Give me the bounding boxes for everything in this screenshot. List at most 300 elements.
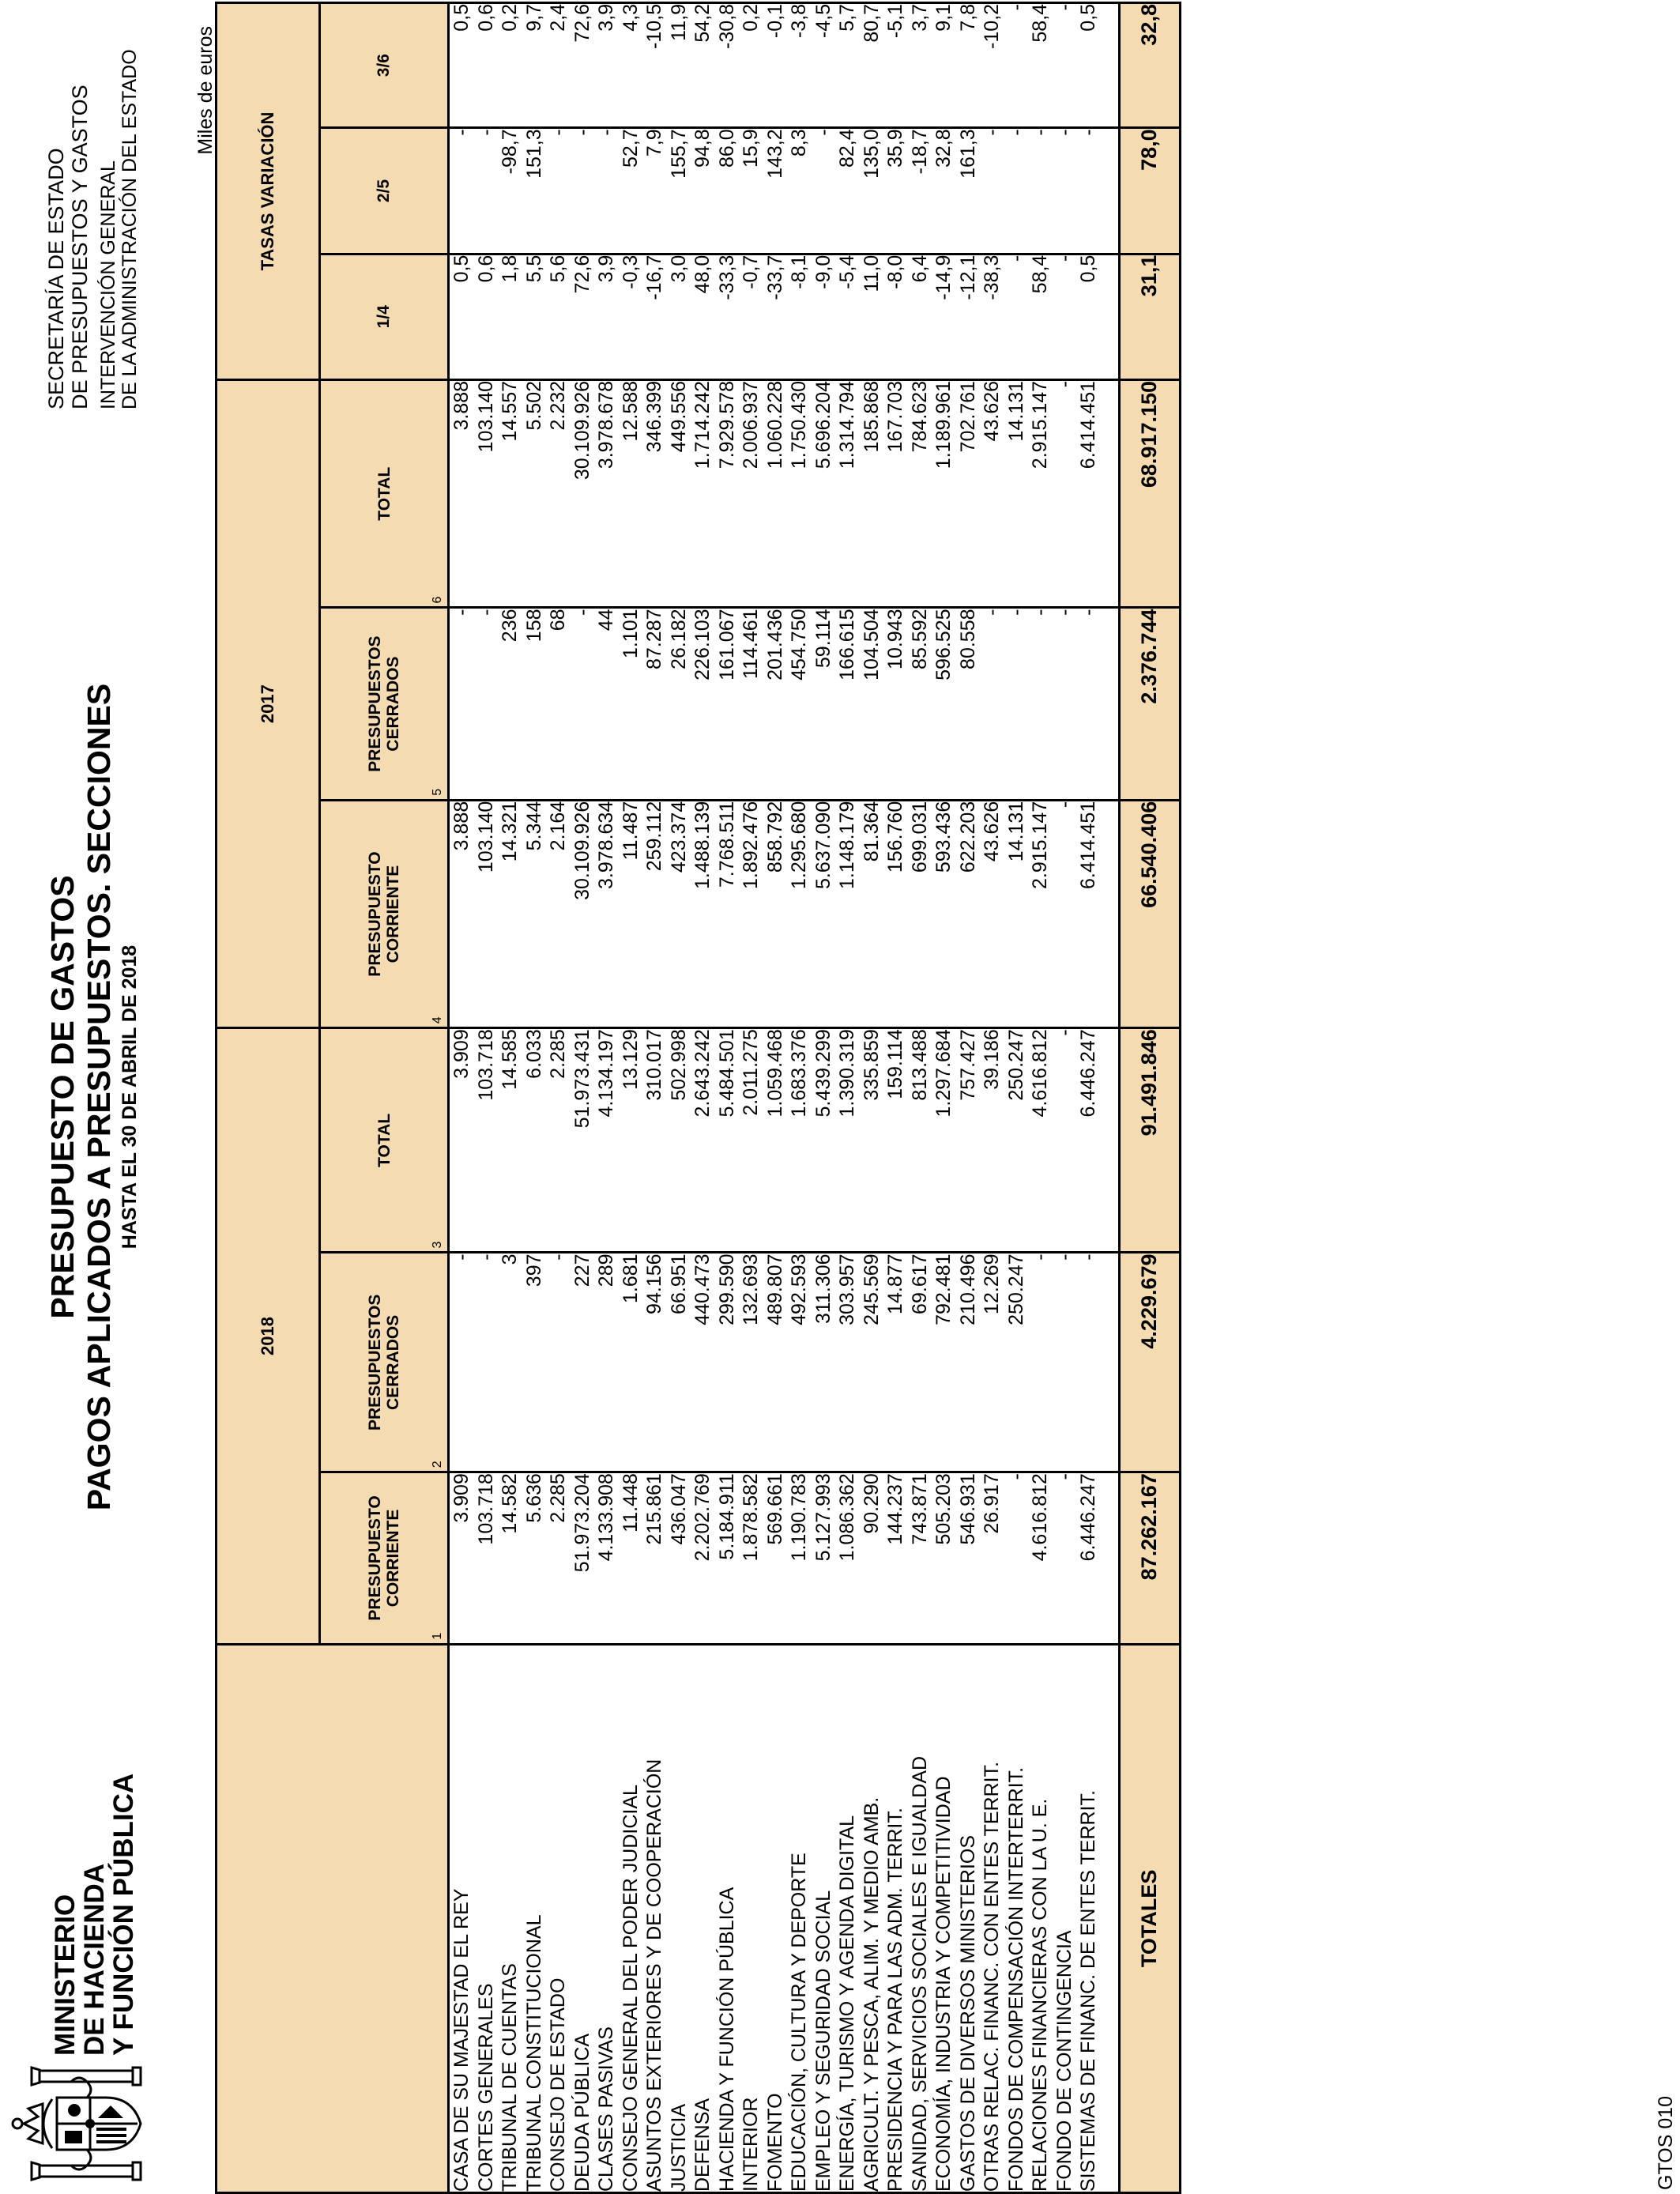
table-cell: 3.888 <box>450 801 473 851</box>
table-cell: 9,1 <box>932 4 955 32</box>
table-cell: 2.164 <box>547 801 569 851</box>
table-cell: -18,7 <box>908 129 931 175</box>
table-cell: - <box>1077 129 1099 136</box>
table-cell: -5,1 <box>884 4 906 39</box>
table-cell: 11,9 <box>667 4 690 41</box>
table-cell: 593.436 <box>932 801 955 873</box>
table-cell: 2.285 <box>547 1473 569 1523</box>
table-cell: 3,9 <box>595 254 617 283</box>
table-cell: 622.203 <box>956 801 979 873</box>
section-label: FOMENTO <box>763 2093 786 2192</box>
table-cell: - <box>1053 380 1075 388</box>
table-cell: 26.917 <box>981 1473 1003 1534</box>
table-cell: 250.247 <box>1004 1253 1027 1325</box>
ministry-line-3: Y FUNCIÓN PÚBLICA <box>108 1773 139 2056</box>
section-label: ENERGÍA, TURISMO Y AGENDA DIGITAL <box>836 1815 858 2192</box>
table-cell: 5.344 <box>522 801 545 851</box>
totals-value-3: 91.491.846 <box>1119 1028 1180 1253</box>
table-cell: 1.101 <box>619 609 642 659</box>
table-cell: 103.140 <box>474 801 497 873</box>
table-cell: 245.569 <box>860 1253 883 1325</box>
table-cell: 12.269 <box>981 1253 1003 1314</box>
column-number: 4 <box>431 1016 444 1024</box>
header-col-label: PRESUPUESTOS <box>366 1294 384 1431</box>
table-cell: 14.321 <box>499 801 521 862</box>
value-column-3 <box>449 1028 1120 1253</box>
table-cell: -0,7 <box>740 254 762 289</box>
table-cell: 86,0 <box>715 129 738 168</box>
section-label: HACIENDA Y FUNCIÓN PÚBLICA <box>715 1887 738 2192</box>
ministry-line-1: MINISTERIO <box>50 1894 81 2056</box>
table-cell: 449.556 <box>667 380 690 453</box>
table-cell: 0,5 <box>450 4 473 32</box>
table-cell: 3,9 <box>595 4 617 32</box>
table-cell: - <box>1077 1253 1099 1261</box>
totals-value-6: 68.917.150 <box>1119 379 1180 608</box>
table-cell: 436.047 <box>667 1473 690 1545</box>
section-label: CORTES GENERALES <box>474 1983 497 2192</box>
table-cell: - <box>1053 609 1075 616</box>
intervencion-line-2: DE LA ADMINISTRACIÓN DEL ESTADO <box>119 49 141 409</box>
section-label: CLASES PASIVAS <box>595 2026 617 2192</box>
table-cell: 303.957 <box>836 1253 858 1325</box>
header-col-label: PRESUPUESTO <box>366 1495 384 1621</box>
table-cell: 39.186 <box>981 1029 1003 1090</box>
header-col-label: CORRIENTE <box>384 865 402 963</box>
secretaria-block <box>44 49 141 409</box>
section-label: CONSEJO DE ESTADO <box>547 1977 569 2192</box>
table-cell: 103.718 <box>474 1029 497 1101</box>
section-label: ASUNTOS EXTERIORES Y DE COOPERACIÓN <box>643 1759 665 2192</box>
table-cell: 1.295.680 <box>788 801 810 889</box>
table-cell: 14.131 <box>1004 801 1027 862</box>
table-cell: 215.861 <box>643 1473 665 1545</box>
table-cell: - <box>1004 129 1027 136</box>
table-cell: 492.593 <box>788 1253 810 1325</box>
table-cell: 87.287 <box>643 609 665 669</box>
table-cell: - <box>1029 609 1051 616</box>
table-cell: 7.929.578 <box>715 380 738 469</box>
column-number: 5 <box>431 788 444 796</box>
table-cell: 9,7 <box>522 4 545 32</box>
column-number: 6 <box>431 596 444 604</box>
table-cell: 0,2 <box>740 4 762 32</box>
table-cell: 1.190.783 <box>788 1473 810 1562</box>
table-cell: 5.636 <box>522 1473 545 1523</box>
table-cell: 51.973.204 <box>571 1473 593 1573</box>
header-col-4 <box>320 800 449 1028</box>
table-cell: 94,8 <box>691 129 714 168</box>
table-cell: 743.871 <box>908 1473 931 1545</box>
page-subtitle: PAGOS APLICADOS A PRESUPUESTOS. SECCIONES <box>81 683 117 1511</box>
table-cell: 1.059.468 <box>763 1029 786 1118</box>
table-cell: 289 <box>595 1253 617 1287</box>
table-cell: 1.314.794 <box>836 380 858 469</box>
section-label: SANIDAD, SERVICIOS SOCIALES E IGUALDAD <box>908 1755 931 2192</box>
table-cell: 5,5 <box>522 254 545 283</box>
table-cell: 1.148.179 <box>836 801 858 889</box>
table-cell: - <box>812 129 834 136</box>
table-cell: - <box>547 129 569 136</box>
value-column-6 <box>449 379 1120 608</box>
table-cell: 30.109.926 <box>571 801 593 900</box>
table-cell: 14.131 <box>1004 380 1027 442</box>
section-label: AGRICULT. Y PESCA, ALIM. Y MEDIO AMB. <box>860 1796 883 2192</box>
table-cell: -8,1 <box>788 254 810 289</box>
table-cell: 11.448 <box>619 1473 642 1532</box>
section-label: TRIBUNAL CONSTITUCIONAL <box>522 1914 545 2192</box>
section-label: CASA DE SU MAJESTAD EL REY <box>450 1888 473 2192</box>
document-code: GTOS 010 <box>1655 2095 1677 2190</box>
table-cell: 3.978.634 <box>595 801 617 889</box>
table-cell: 1.683.376 <box>788 1029 810 1118</box>
table-cell: 792.481 <box>932 1253 955 1325</box>
table-cell: 4.133.908 <box>595 1473 617 1562</box>
table-cell: 4.616.812 <box>1029 1029 1051 1118</box>
table-cell: 3.909 <box>450 1473 473 1523</box>
table-cell: 546.931 <box>956 1473 979 1545</box>
table-cell: - <box>1004 254 1027 262</box>
table-cell: 103.140 <box>474 380 497 453</box>
table-cell: 5.439.299 <box>812 1029 834 1118</box>
section-label: RELACIONES FINANCIERAS CON LA U. E. <box>1029 1798 1051 2192</box>
table-cell: 14.585 <box>499 1029 521 1090</box>
table-cell: 1.488.139 <box>691 801 714 889</box>
table-cell: 5.127.993 <box>812 1473 834 1562</box>
table-cell: 80.558 <box>956 609 979 669</box>
table-cell: 299.590 <box>715 1253 738 1325</box>
table-cell: 2,4 <box>547 4 569 32</box>
table-cell: 151,3 <box>522 129 545 179</box>
table-cell: - <box>474 1253 497 1261</box>
table-cell: 3.888 <box>450 380 473 431</box>
table-cell: 201.436 <box>763 609 786 680</box>
table-cell: 1.714.242 <box>691 380 714 469</box>
table-cell: 702.761 <box>956 380 979 453</box>
totals-value-8: 78,0 <box>1119 128 1180 254</box>
header-corner <box>217 1644 449 2192</box>
table-cell: 72,6 <box>571 254 593 294</box>
column-number: 1 <box>431 1632 444 1640</box>
column-number: 3 <box>431 1241 444 1249</box>
table-cell: 14.557 <box>499 380 521 442</box>
table-cell: - <box>1053 254 1075 262</box>
table-cell: - <box>450 1253 473 1261</box>
table-cell: 7,8 <box>956 4 979 32</box>
table-cell: 3,0 <box>667 254 690 283</box>
table-cell: -14,9 <box>932 254 955 300</box>
header-col-3 <box>320 1028 449 1253</box>
section-label: TRIBUNAL DE CUENTAS <box>499 1963 521 2192</box>
table-cell: - <box>1004 4 1027 11</box>
table-cell: 5.484.501 <box>715 1029 738 1118</box>
table-cell: 14.877 <box>884 1253 906 1314</box>
table-cell: 52,7 <box>619 129 642 168</box>
table-cell: 104.504 <box>860 609 883 680</box>
table-cell: 103.718 <box>474 1473 497 1545</box>
value-column-5 <box>449 608 1120 800</box>
section-label: CONSEJO GENERAL DEL PODER JUDICIAL <box>619 1785 642 2192</box>
totals-value-9: 32,8 <box>1119 3 1180 128</box>
table-cell: 7,9 <box>643 129 665 157</box>
table-cell: 161.067 <box>715 609 738 680</box>
section-label: JUSTICIA <box>667 2103 690 2192</box>
table-cell: 69.617 <box>908 1253 931 1314</box>
table-cell: 1.086.362 <box>836 1473 858 1562</box>
table-cell: 58,4 <box>1029 254 1051 294</box>
value-column-1 <box>449 1472 1120 1644</box>
table-cell: 167.703 <box>884 380 906 453</box>
section-label: FONDO DE CONTINGENCIA <box>1053 1930 1075 2192</box>
table-body-row <box>449 3 1120 2193</box>
value-column-9 <box>449 3 1120 128</box>
table-cell: 226.103 <box>691 609 714 680</box>
table-cell: 44 <box>595 609 617 631</box>
table-cell: 784.623 <box>908 380 931 453</box>
table-cell: 5,7 <box>836 4 858 32</box>
table-cell: -33,7 <box>763 254 786 300</box>
section-labels <box>449 1644 1120 2192</box>
table-cell: -33,3 <box>715 254 738 300</box>
table-cell: 185.868 <box>860 380 883 453</box>
table-cell: - <box>1053 1029 1075 1036</box>
table-cell: 68 <box>547 609 569 631</box>
table-cell: -38,3 <box>981 254 1003 300</box>
table-cell: 2.202.769 <box>691 1473 714 1562</box>
table-cell: 4,3 <box>619 4 642 32</box>
column-number: 2 <box>431 1461 444 1468</box>
table-cell: - <box>981 609 1003 616</box>
table-cell: 5.502 <box>522 380 545 431</box>
section-label: DEFENSA <box>691 2098 714 2192</box>
table-cell: 32,8 <box>932 129 955 168</box>
table-cell: 8,3 <box>788 129 810 157</box>
table-cell: - <box>1029 1253 1051 1261</box>
table-cell: 155,7 <box>667 129 690 179</box>
table-cell: 6.033 <box>522 1029 545 1079</box>
table-cell: 699.031 <box>908 801 931 873</box>
table-cell: 15,9 <box>740 129 762 168</box>
table-cell: 0,6 <box>474 4 497 32</box>
table-cell: 1.390.319 <box>836 1029 858 1118</box>
header-col-label: TOTAL <box>375 1113 394 1167</box>
totals-value-4: 66.540.406 <box>1119 800 1180 1028</box>
header-year-2018: 2018 <box>217 1028 320 1644</box>
table-cell: 3,7 <box>908 4 931 32</box>
table-cell: 72,6 <box>571 4 593 43</box>
table-cell: 10.943 <box>884 609 906 669</box>
table-cell: 82,4 <box>836 129 858 168</box>
table-cell: 397 <box>522 1253 545 1287</box>
table-cell: - <box>595 129 617 136</box>
table-cell: 94.156 <box>643 1253 665 1314</box>
section-label: GASTOS DE DIVERSOS MINISTERIOS <box>956 1834 979 2192</box>
table-cell: 6.446.247 <box>1077 1473 1099 1562</box>
table-cell: 3 <box>499 1253 521 1265</box>
table-cell: - <box>1077 609 1099 616</box>
table-cell: 310.017 <box>643 1029 665 1101</box>
table-cell: 90.290 <box>860 1473 883 1534</box>
table-cell: 2.915.147 <box>1029 801 1051 889</box>
table-cell: 6.414.451 <box>1077 380 1099 469</box>
table-cell: 51.973.431 <box>571 1029 593 1129</box>
section-label: INTERIOR <box>740 2097 762 2192</box>
table-cell: 132.693 <box>740 1253 762 1325</box>
table-cell: 54,2 <box>691 4 714 43</box>
table-cell: 4.134.197 <box>595 1029 617 1118</box>
table-cell: 114.461 <box>740 609 762 679</box>
totals-value-2: 4.229.679 <box>1119 1253 1180 1472</box>
table-cell: 11,0 <box>860 254 883 292</box>
table-cell: 3.909 <box>450 1029 473 1079</box>
table-cell: 48,0 <box>691 254 714 294</box>
table-cell: - <box>571 609 593 616</box>
section-label: DEUDA PÚBLICA <box>571 2033 593 2192</box>
table-cell: 505.203 <box>932 1473 955 1545</box>
table-cell: 158 <box>522 609 545 643</box>
table-cell: 2.915.147 <box>1029 380 1051 469</box>
table-cell: 0,6 <box>474 254 497 283</box>
table-cell: 569.661 <box>763 1473 786 1545</box>
table-cell: 210.496 <box>956 1253 979 1325</box>
value-column-2 <box>449 1253 1120 1472</box>
table-cell: -10,5 <box>643 4 665 49</box>
table-cell: 250.247 <box>1004 1029 1027 1101</box>
table-cell: 161,3 <box>956 129 979 179</box>
header-col-label: CERRADOS <box>384 656 402 752</box>
table-cell: -3,8 <box>788 4 810 39</box>
table-cell: 135,0 <box>860 129 883 179</box>
table-cell: -98,7 <box>499 129 521 175</box>
table-cell: 5.637.090 <box>812 801 834 889</box>
table-cell: - <box>474 129 497 136</box>
table-cell: 335.859 <box>860 1029 883 1101</box>
header-col-6 <box>320 379 449 608</box>
table-cell: -30,8 <box>715 4 738 49</box>
table-cell: 159.114 <box>884 1029 906 1099</box>
table-cell: 454.750 <box>788 609 810 680</box>
sections-table <box>215 2 1181 2194</box>
table-cell: -0,3 <box>619 254 642 289</box>
table-cell: 4.616.812 <box>1029 1473 1051 1562</box>
table-cell: 156.760 <box>884 801 906 873</box>
table-cell: 166.615 <box>836 609 858 680</box>
section-label: FONDOS DE COMPENSACIÓN INTERTERRIT. <box>1004 1766 1027 2192</box>
table-cell: - <box>1053 801 1075 809</box>
page-title: PRESUPUESTO DE GASTOS <box>44 875 81 1319</box>
table-cell: - <box>1004 1473 1027 1480</box>
totals-row <box>1119 3 1180 2193</box>
secretaria-line-1: SECRETARÍA DE ESTADO <box>44 148 68 409</box>
table-cell: - <box>547 1253 569 1261</box>
table-cell: 80,7 <box>860 4 883 43</box>
secretaria-line-2: DE PRESUPUESTOS Y GASTOS <box>68 85 92 409</box>
table-cell: 0,5 <box>1077 4 1099 32</box>
header-rate-1: 1/4 <box>320 254 449 379</box>
totals-value-7: 31,1 <box>1119 254 1180 379</box>
table-cell: 59.114 <box>812 609 834 669</box>
table-cell: 1.878.582 <box>740 1473 762 1562</box>
table-cell: 757.427 <box>956 1029 979 1101</box>
value-column-4 <box>449 800 1120 1028</box>
header-col-1 <box>320 1472 449 1644</box>
table-cell: 440.473 <box>691 1253 714 1325</box>
table-cell: 12.588 <box>619 380 642 442</box>
header-col-5 <box>320 608 449 800</box>
table-cell: 858.792 <box>763 801 786 873</box>
header-col-label: CORRIENTE <box>384 1509 402 1608</box>
table-cell: 5.696.204 <box>812 380 834 469</box>
header-col-2 <box>320 1253 449 1472</box>
section-label: ECONOMÍA, INDUSTRIA Y COMPETITIVIDAD <box>932 1776 955 2192</box>
table-cell: 0,5 <box>450 254 473 283</box>
table-cell: 6.446.247 <box>1077 1029 1099 1118</box>
table-cell: 5.184.911 <box>715 1473 738 1560</box>
table-cell: 81.364 <box>860 801 883 862</box>
table-cell: -0,1 <box>763 4 786 39</box>
section-label: EMPLEO Y SEGURIDAD SOCIAL <box>812 1890 834 2192</box>
units-label: Miles de euros <box>194 26 217 155</box>
section-label: OTRAS RELAC. FINANC. CON ENTES TERRIT. <box>981 1761 1003 2192</box>
table-cell: 0,5 <box>1077 254 1099 283</box>
table-cell: -5,4 <box>836 254 858 289</box>
table-cell: 26.182 <box>667 609 690 669</box>
table-cell: - <box>474 609 497 616</box>
table-cell: 6.414.451 <box>1077 801 1099 889</box>
table-cell: 2.011.275 <box>740 1029 762 1116</box>
table-cell: 66.951 <box>667 1253 690 1314</box>
table-cell: 502.998 <box>667 1029 690 1101</box>
section-label: EDUCACIÓN, CULTURA Y DEPORTE <box>788 1853 810 2192</box>
table-cell: - <box>1053 1473 1075 1480</box>
value-column-8 <box>449 128 1120 254</box>
table-cell: 85.592 <box>908 609 931 669</box>
header-year-2017: 2017 <box>217 379 320 1027</box>
table-cell: 813.488 <box>908 1029 931 1101</box>
table-cell: 1.892.476 <box>740 801 762 889</box>
table-cell: -16,7 <box>643 254 665 300</box>
table-cell: 2.232 <box>547 380 569 431</box>
table-cell: 13.129 <box>619 1029 642 1090</box>
table-cell: 489.807 <box>763 1253 786 1325</box>
table-cell: -8,0 <box>884 254 906 289</box>
table-cell: 6,4 <box>908 254 931 283</box>
table-cell: 1.189.961 <box>932 380 955 469</box>
table-cell: 236 <box>499 609 521 643</box>
table-cell: 43.626 <box>981 380 1003 442</box>
table-cell: 3.978.678 <box>595 380 617 469</box>
table-cell: 596.525 <box>932 609 955 680</box>
table-cell: 14.582 <box>499 1473 521 1534</box>
header-tasas-variacion: TASAS VARIACIÓN <box>217 3 320 380</box>
table-cell: -4,5 <box>812 4 834 39</box>
table-cell: 346.399 <box>643 380 665 453</box>
table-cell: - <box>450 129 473 136</box>
header-rate-3: 3/6 <box>320 3 449 128</box>
header-col-label: CERRADOS <box>384 1314 402 1410</box>
table-cell: 30.109.926 <box>571 380 593 481</box>
table-cell: 58,4 <box>1029 4 1051 43</box>
table-cell: - <box>571 129 593 136</box>
table-cell: 7.768.511 <box>715 801 738 888</box>
totals-label: TOTALES <box>1119 1644 1180 2192</box>
table-cell: 144.237 <box>884 1473 906 1545</box>
table-cell: 143,2 <box>763 129 786 179</box>
table-cell: 1,8 <box>499 254 521 283</box>
section-label: PRESIDENCIA Y PARA LAS ADM. TERRIT. <box>884 1808 906 2192</box>
table-cell: - <box>450 609 473 616</box>
table-cell: -12,1 <box>956 254 979 300</box>
